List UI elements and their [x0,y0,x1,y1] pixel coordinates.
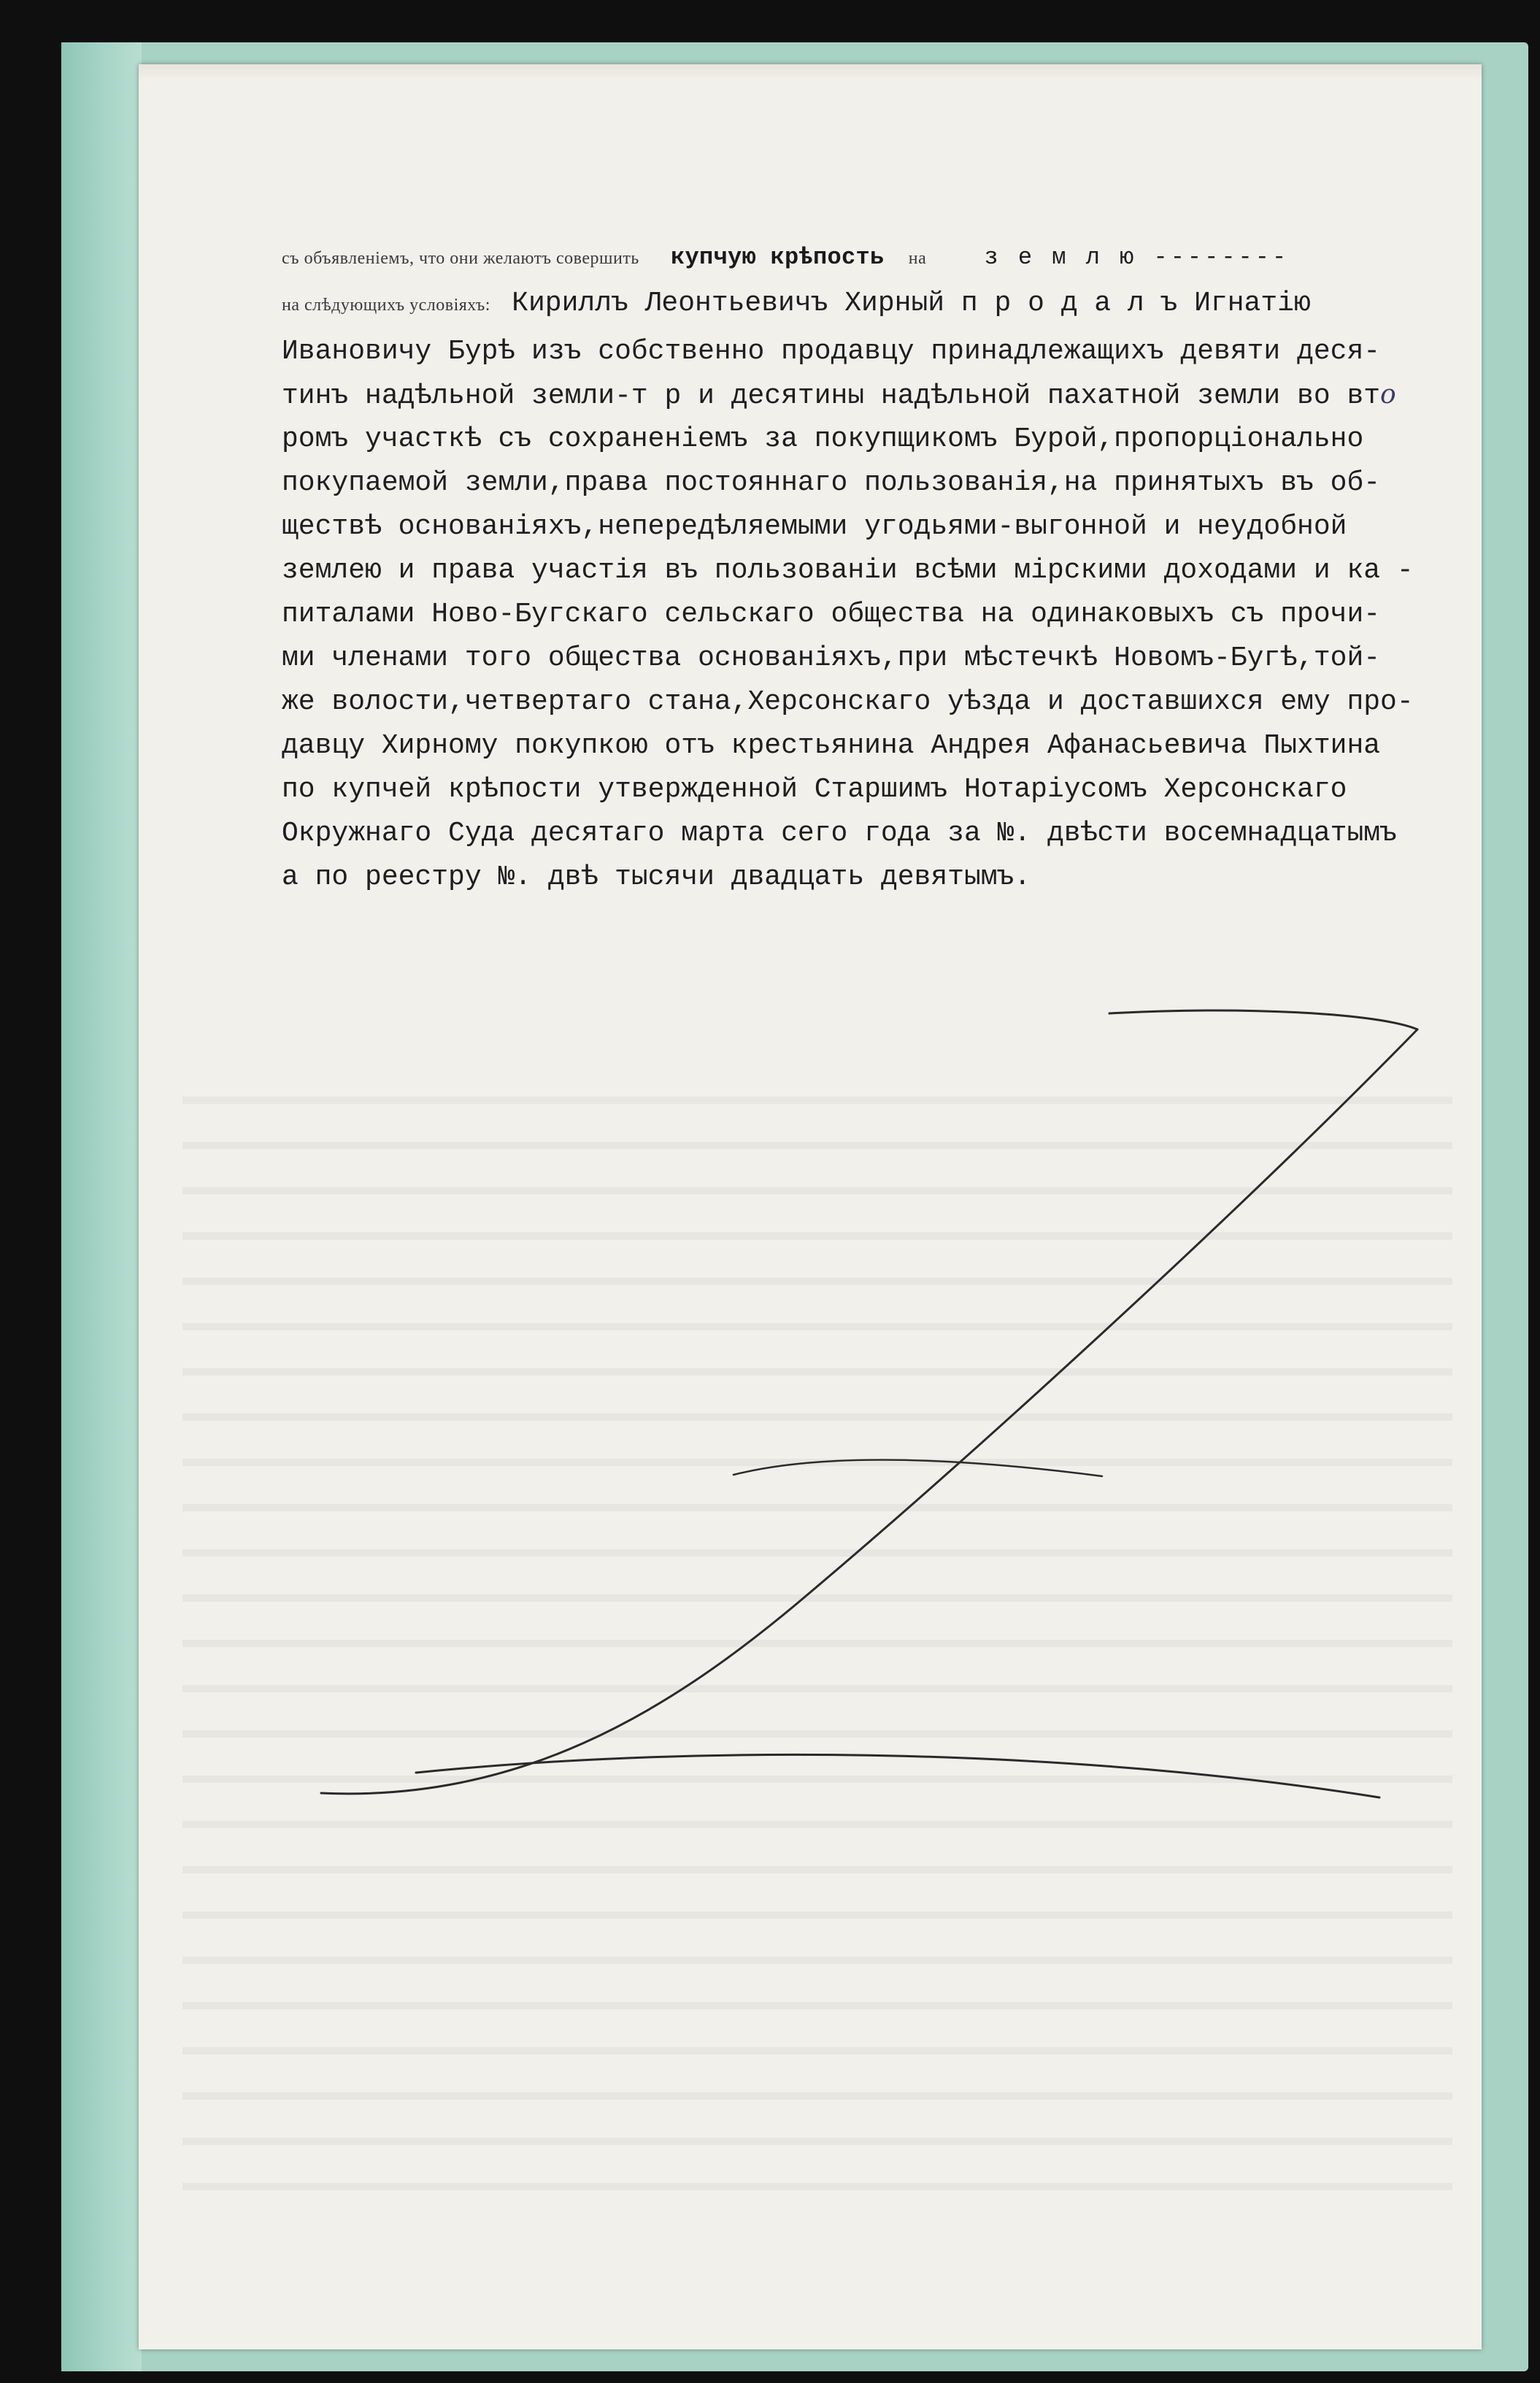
z-bottom-stroke [416,1754,1379,1797]
conditions-label: на слѣдующихъ условіяхъ: [282,296,490,315]
body-line-9: же волости,четвертаго стана,Херсонскаго уѣзда и доставшихся ему про- [282,686,1414,718]
preamble-form-text: съ объявленіемъ, что они желаютъ совершить [282,249,639,268]
body-line-12: Окружнаго Суда десятаго марта сего года за №. двѣсти восемнадцатымъ [282,818,1397,849]
teal-backing-margin [61,42,142,2371]
body-line-1: Ивановичу Бурѣ изъ собственно продавцу принадлежащихъ девяти деся- [282,336,1381,367]
handwritten-correction: о [1380,380,1396,410]
body-line-2-text: тинъ надѣльной земли-т р и десятины надѣльной пахатной земли во вт [282,380,1381,412]
body-line-8: ми членами того общества основаніяхъ,при мѣстечкѣ Новомъ-Бугѣ,той- [282,642,1381,674]
z-diagonal-stroke [321,1029,1417,1794]
body-line-4: покупаемой земли,права постояннаго пользованія,на принятыхъ въ об- [282,467,1381,499]
body-line-7: питалами Ново-Бугскаго сельскаго общества на одинаковыхъ съ прочи- [282,599,1381,630]
preamble-na: на [908,249,927,268]
body-line-3: ромъ участкѣ съ сохраненіемъ за покупщикомъ Бурой,пропорціонально [282,423,1364,455]
body-line-10: давцу Хирному покупкою отъ крестьянина Андрея Афанасьевича Пыхтина [282,730,1381,761]
body-line-6: землею и права участія въ пользованіи всѣми мірскими доходами и ка - [282,555,1414,586]
body-line-5: ществѣ основаніяхъ,непередѣляемыми угодьями-выгонной и неудобной [282,511,1347,542]
body-line-13: а по реестру №. двѣ тысячи двадцать девятымъ. [282,862,1031,893]
document-page [139,64,1482,2349]
cancellation-z-stroke [139,64,1482,2349]
deed-object: з е м л ю -------- [984,244,1290,271]
deed-type: купчую крѣпость [671,244,885,271]
z-top-stroke [1109,1010,1417,1029]
seller-sentence-start: Кириллъ Леонтьевичъ Хирный п р о д а л ъ Игнатію [512,288,1311,319]
body-line-11: по купчей крѣпости утвержденной Старшимъ Нотаріусомъ Херсонскаго [282,774,1347,805]
z-crossbar-stroke [734,1460,1102,1476]
